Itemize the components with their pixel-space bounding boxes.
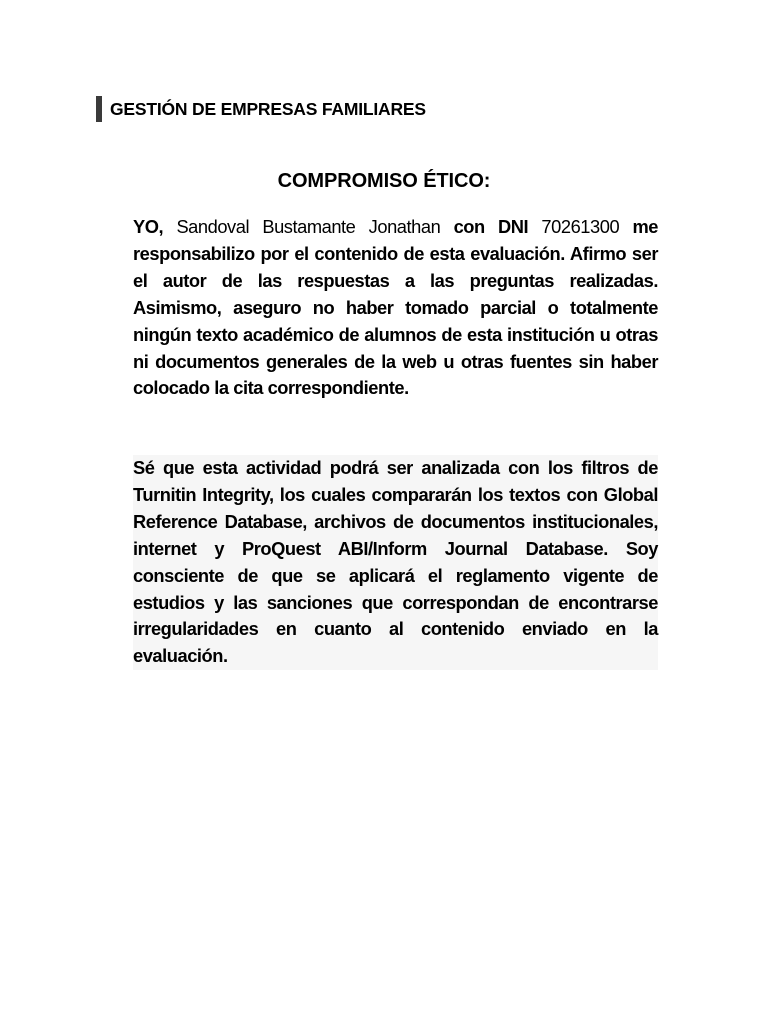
con-dni-label: con DNI [453,216,529,237]
commitment-text: me responsabilizo por el contenido de esta evaluación. Afirmo ser el autor de las respuestas a las preguntas realizadas. Asimismo, aseguro no haber tomado parcial o totalmente ningún texto académico de alumnos de esta institución u otras ni documentos generales de la web u otras fuentes sin haber colocado la cita correspondiente. [133,216,658,399]
page-title: COMPROMISO ÉTICO: [277,170,491,192]
section-header [96,96,426,122]
turnitin-paragraph: Sé que esta actividad podrá ser analizada con los filtros de Turnitin Integrity, los cuales compararán los textos con Global Reference Database, archivos de documentos institucionales, internet y ProQuest ABI/Inform Journal Database. Soy consciente de que se aplicará el reglamento vigente de estudios y las sanciones que correspondan de encontrarse irregularidades en cuanto al contenido enviado en la evaluación. [133,455,658,670]
yo-label: YO, [133,216,164,237]
student-name: Sandoval Bustamante Jonathan [176,216,441,237]
commitment-paragraph [133,214,658,402]
dni-number: 70261300 [541,216,620,237]
header-accent-bar [96,96,102,122]
section-header-text: GESTIÓN DE EMPRESAS FAMILIARES [110,98,426,119]
